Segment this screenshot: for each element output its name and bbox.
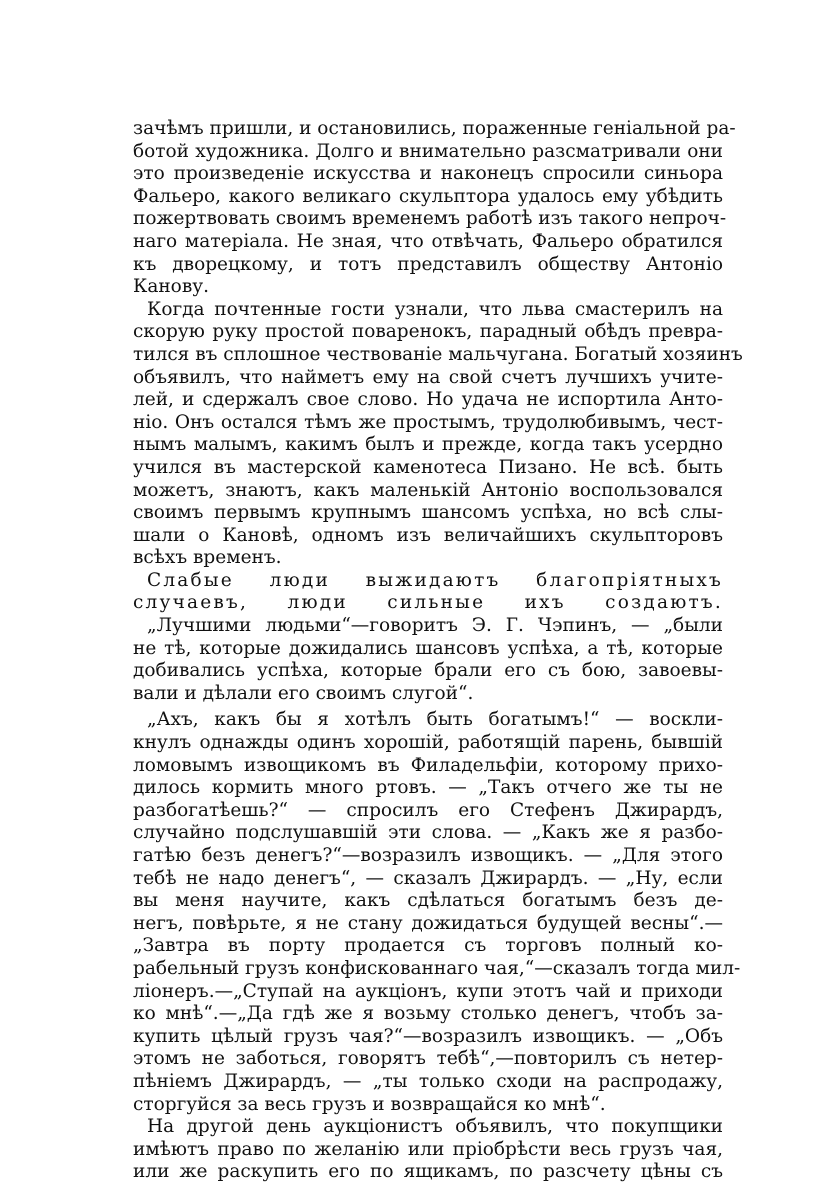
text-line: дилось кормить много ртовъ. — „Такъ отчего же ты не [133, 777, 723, 799]
text-line: рабельный грузъ конфискованнаго чая,“—сказалъ тогда мил- [133, 957, 741, 979]
text-line: или же раскупить его по ящикамъ, по разсчету цѣны съ [133, 1161, 723, 1183]
paragraph-start-line: „Ахъ, какъ бы я хотѣлъ быть богатымъ!“ — воскли- [147, 709, 723, 731]
text-line: Канову. [133, 276, 209, 298]
text-line: случайно подслушавшій эти слова. — „Какъ же я разбо- [133, 822, 723, 844]
text-line: къ дворецкому, и тотъ представилъ обществу Антоніо [133, 253, 723, 275]
text-line: тебѣ не надо денегъ“, — сказалъ Джирардъ. — „Ну, если [133, 867, 723, 889]
text-line: шали о Кановѣ, одномъ изъ величайшихъ скульпторовъ [133, 524, 723, 546]
emphasized-maxim-line: Слабые люди выжидаютъ благопріятныхъ [147, 569, 723, 591]
paragraph-start-line: „Лучшими людьми“—говоритъ Э. Г. Чэпинъ, — „были [147, 615, 723, 637]
text-line: имѣютъ право по желанію или пріобрѣсти весь грузъ чая, [133, 1138, 723, 1160]
text-line: ніо. Онъ остался тѣмъ же простымъ, трудолюбивымъ, чест- [133, 411, 723, 433]
emphasized-maxim-line: случаевъ, люди сильные ихъ создаютъ. [133, 592, 723, 614]
text-line: скорую руку простой поваренокъ, парадный обѣдъ превра- [133, 321, 723, 343]
text-line: негъ, повѣрьте, я не стану дожидаться будущей весны“.— [133, 912, 723, 934]
page-text [133, 118, 743, 1184]
text-line: не тѣ, которые дожидались шансовъ успѣха, а тѣ, которые [133, 637, 723, 659]
text-line: этомъ не заботься, говорятъ тебѣ“,—повторилъ съ нетер- [133, 1048, 723, 1070]
text-line: пѣніемъ Джирардъ, — „ты только сходи на распродажу, [133, 1070, 723, 1092]
text-line: „Завтра въ порту продается съ торговъ полный ко- [133, 935, 723, 957]
text-line: всѣхъ временъ. [133, 547, 282, 569]
text-line: ко мнѣ“.—„Да гдѣ же я возьму столько денегъ, чтобъ за- [133, 1003, 723, 1025]
text-line: это произведеніе искусства и наконецъ спросили синьора [133, 163, 723, 185]
text-line: ломовымъ извощикомъ въ Филадельфіи, которому прихо- [133, 754, 723, 776]
text-line: тился въ сплошное чествованіе мальчугана. Богатый хозяинъ [133, 343, 743, 365]
text-line: ботой художника. Долго и внимательно разсматривали они [133, 140, 723, 162]
text-line: вы меня научите, какъ сдѣлаться богатымъ безъ де- [133, 890, 723, 912]
text-line: вали и дѣлали его своимъ слугой“. [133, 682, 474, 704]
text-line: разбогатѣешь?“ — спросилъ его Стефенъ Джирардъ, [133, 799, 723, 821]
text-line: зачѣмъ пришли, и остановились, пораженные геніальной ра- [133, 118, 736, 139]
text-line: объявилъ, что найметъ ему на свой счетъ лучшихъ учите- [133, 366, 723, 388]
text-line: сторгуйся за весь грузъ и возвращайся ко мнѣ“. [133, 1093, 606, 1115]
text-line: наго матеріала. Не зная, что отвѣчать, Фальеро обратился [133, 230, 723, 252]
text-line: нымъ малымъ, какимъ былъ и прежде, когда такъ усердно [133, 434, 723, 456]
text-line: купить цѣлый грузъ чая?“—возразилъ извощикъ. — „Объ [133, 1025, 723, 1047]
text-line: ліонеръ.—„Ступай на аукціонъ, купи этотъ чай и приходи [133, 980, 723, 1002]
text-line: кнулъ однажды одинъ хорошій, работящій парень, бывшій [133, 732, 723, 754]
text-line: добивались успѣха, которые брали его съ бою, завоевы- [133, 660, 723, 682]
paragraph-start-line: На другой день аукціонистъ объявилъ, что покупщики [147, 1116, 723, 1138]
text-line: лей, и сдержалъ свое слово. Но удача не испортила Анто- [133, 389, 723, 411]
paragraph-start-line: Когда почтенные гости узнали, что льва смастерилъ на [147, 298, 723, 320]
text-line: пожертвовать своимъ временемъ работѣ изъ такого непроч- [133, 208, 727, 230]
text-line: Фальеро, какого великаго скульптора удалось ему убѣдить [133, 185, 723, 207]
text-line: гатѣю безъ денегъ?“—возразилъ извощикъ. — „Для этого [133, 845, 723, 866]
text-line: можетъ, знаютъ, какъ маленькій Антоніо воспользовался [133, 479, 723, 501]
text-line: своимъ первымъ крупнымъ шансомъ успѣха, но всѣ слы- [133, 502, 723, 524]
text-line: учился въ мастерской каменотеса Пизано. Не всѣ. быть [133, 456, 723, 478]
